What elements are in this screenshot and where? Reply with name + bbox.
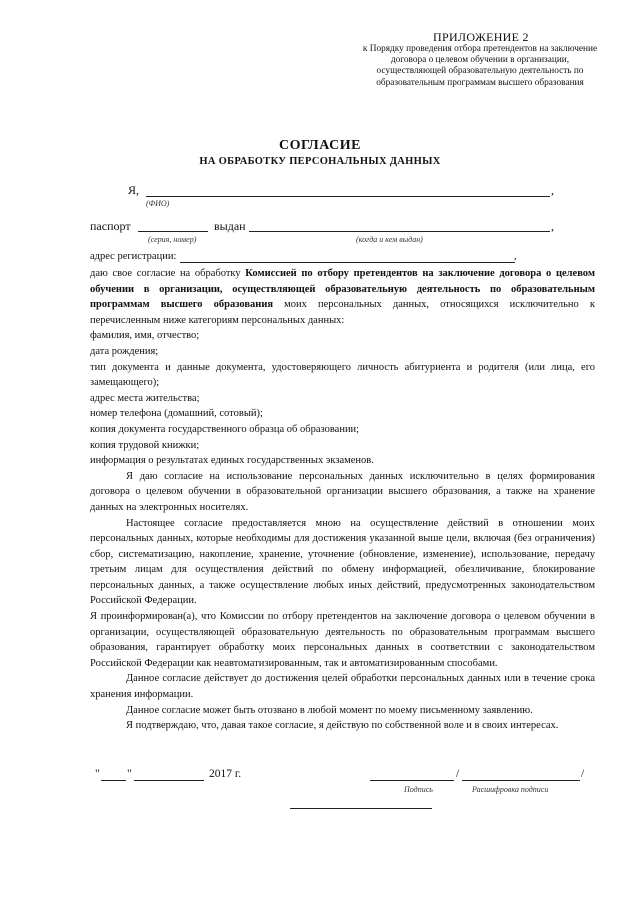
signature-slash-2: / (581, 768, 585, 780)
revocation-paragraph: Данное согласие может быть отозвано в любой момент по моему письменному заявлению. (126, 704, 533, 716)
date-open-quote: " (95, 768, 100, 780)
intro-end: моих персональных данных, относящихся исключительно к перечисленным ниже категориям персональных данных: (90, 299, 595, 326)
address-label: адрес регистрации: (90, 251, 177, 262)
name-prefix-label: Я, (128, 183, 140, 197)
series-hint: (серия, номер) (148, 235, 197, 244)
bottom-separator-line (290, 808, 432, 809)
appendix-text: к Порядку проведения отбора претендентов на заключение договора о целевом обучении в организации, осуществляющей образовательную деятельность по образовательным программам высшего образования (362, 44, 598, 88)
usage-paragraph: Я даю согласие на использование персональных данных исключительно в целях формирования договора о целевом обучении в образовательной организации высшего образования, а также на хранение данных на электронных носителях. (90, 470, 595, 513)
validity-paragraph: Данное согласие действует до достижения целей обработки персональных данных или в течение срока хранения информации. (90, 673, 595, 701)
address-comma: , (514, 251, 517, 262)
passport-issued-line[interactable] (249, 231, 550, 232)
actions-paragraph: Настоящее согласие предоставляется мною на осуществление действий в отношении моих персональных данных, которые необходимы для достижения указанной выше цели, включая (без ограничения) сбор, систематизацию, накопление, хранение, уточнение (обновление, изменение), использование, передачу третьим лицам для осуществления действий по обмену информацией, обезличивание, блокирование персональных данных, а также осуществление любых иных действий, предусмотренных законодательством Российской Федерации. (90, 517, 595, 607)
passport-comma: , (551, 219, 554, 233)
informed-paragraph: Я проинформирован(а), что Комиссии по отбору претендентов на заключение договора о целевом обучении в организации, осуществляющей образовательную деятельность по образовательным программам высшего образования, гарантирует обработку моих персональных данных в соответствии с законодательством Российской Федерации как неавтоматизированным, так и автоматизированным способами. (90, 611, 595, 669)
passport-number-line[interactable] (138, 231, 208, 232)
category-item: копия документа государственного образца об образовании; (90, 423, 360, 435)
name-comma: , (551, 183, 554, 197)
consent-body (90, 266, 595, 734)
category-item: информация о результатах единых государственных экзаменов. (90, 455, 374, 467)
address-field-line[interactable] (180, 262, 515, 263)
date-close-quote: " (127, 768, 132, 780)
document-subtitle: НА ОБРАБОТКУ ПЕРСОНАЛЬНЫХ ДАННЫХ (199, 156, 441, 167)
category-item: тип документа и данные документа, удостоверяющего личность абитуриента и родителя (или лица, его замещающего); (90, 361, 595, 389)
decoding-hint: Расшифровка подписи (472, 785, 549, 794)
document-title: СОГЛАСИЕ (279, 138, 361, 153)
category-item: адрес места жительства; (90, 392, 200, 404)
signature-slash-1: / (456, 768, 460, 780)
date-month-line[interactable] (134, 780, 204, 781)
intro-start: даю свое согласие на обработку (90, 268, 246, 279)
issued-hint: (когда и кем выдан) (356, 235, 423, 244)
appendix-title: ПРИЛОЖЕНИЕ 2 (433, 30, 529, 44)
category-item: дата рождения; (90, 345, 159, 357)
intro-commission-name: Комиссией по отбору претендентов на заключение договора о целевом обучении в организации, осуществляющей образовательную деятельность по образовательным программам высшего образования (90, 268, 596, 311)
category-item: номер телефона (домашний, сотовый); (90, 408, 263, 420)
date-year: 2017 г. (209, 768, 242, 780)
signature-decoding-line[interactable] (462, 780, 580, 781)
passport-label: паспорт (90, 219, 131, 233)
confirmation-paragraph: Я подтверждаю, что, давая такое согласие, я действую по собственной воле и в своих интересах. (126, 720, 559, 732)
name-field-line[interactable] (146, 196, 550, 197)
category-item: копия трудовой книжки; (90, 439, 200, 451)
intro-paragraph (90, 266, 595, 328)
signature-line[interactable] (370, 780, 454, 781)
date-day-line[interactable] (101, 780, 126, 781)
category-item: фамилия, имя, отчество; (90, 330, 200, 342)
signature-hint: Подпись (404, 785, 433, 794)
name-hint: (ФИО) (146, 199, 170, 208)
issued-label: выдан (214, 219, 246, 233)
